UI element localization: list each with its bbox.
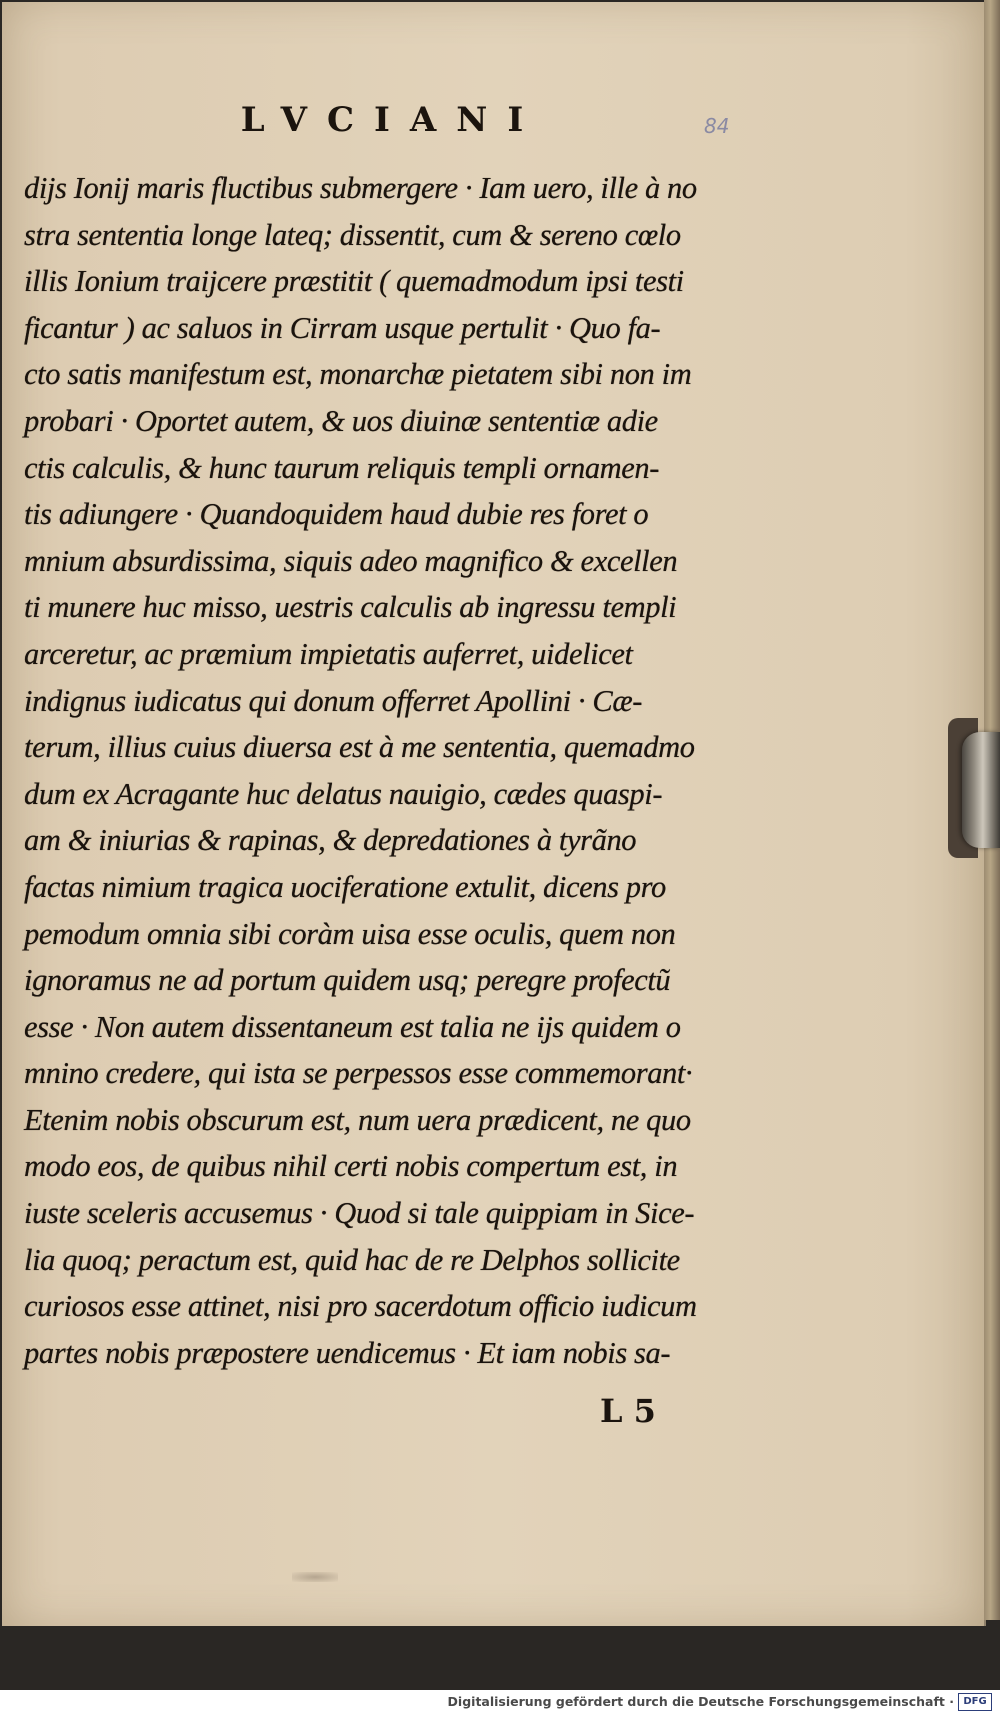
body-text bbox=[24, 165, 764, 1376]
running-head: LVCIANI bbox=[240, 100, 544, 140]
footer-bar bbox=[0, 1690, 1000, 1714]
dfg-logo-icon: DFG bbox=[958, 1693, 992, 1711]
text-line: probari · Oportet autem, & uos diuinæ sententiæ adie bbox=[24, 403, 658, 438]
text-line: arceretur, ac præmium impietatis auferret, uidelicet bbox=[24, 636, 633, 671]
text-line: mnino credere, qui ista se perpessos esse commemorant· bbox=[24, 1056, 693, 1091]
text-line: ti munere huc misso, uestris calculis ab ingressu templi bbox=[24, 590, 677, 625]
book-clasp bbox=[962, 732, 1000, 848]
text-line: dijs Ionij maris fluctibus submergere · Iam uero, ille à no bbox=[24, 171, 697, 205]
text-line: dum ex Acragante huc delatus nauigio, cædes quaspi- bbox=[24, 776, 663, 811]
text-line: illis Ionium traijcere præstitit ( quemadmodum ipsi testi bbox=[24, 264, 684, 299]
text-line: tis adiungere · Quandoquidem haud dubie res foret o bbox=[24, 497, 649, 532]
text-line: factas nimium tragica uociferatione extulit, dicens pro bbox=[24, 869, 666, 904]
text-line: iuste sceleris accusemus · Quod si tale quippiam in Sice- bbox=[24, 1196, 695, 1231]
text-line: esse · Non autem dissentaneum est talia ne ijs quidem o bbox=[24, 1009, 681, 1044]
text-line: cto satis manifestum est, monarchæ pietatem sibi non im bbox=[24, 357, 692, 392]
text-line: pemodum omnia sibi coràm uisa esse oculis, quem non bbox=[24, 916, 676, 951]
text-line: partes nobis præpostere uendicemus · Et iam nobis sa- bbox=[24, 1335, 671, 1370]
text-line: ficantur ) ac saluos in Cirram usque pertulit · Quo fa- bbox=[24, 310, 661, 345]
text-line: lia quoq; peractum est, quid hac de re Delphos sollicite bbox=[24, 1242, 680, 1277]
text-line: am & iniurias & rapinas, & depredationes à tyrãno bbox=[24, 823, 637, 858]
text-line: modo eos, de quibus nihil certi nobis compertum est, in bbox=[24, 1149, 678, 1184]
folio-annotation: 84 bbox=[704, 114, 730, 138]
paper-stain bbox=[292, 1572, 338, 1582]
text-line: mnium absurdissima, siquis adeo magnifico & excellen bbox=[24, 543, 678, 578]
signature-mark: L 5 bbox=[600, 1392, 656, 1430]
text-line: terum, illius cuius diuersa est à me sententia, quemadmo bbox=[24, 730, 695, 765]
text-line: stra sententia longe lateq; dissentit, cum & sereno cœlo bbox=[24, 217, 681, 252]
text-line: ctis calculis, & hunc taurum reliquis templi ornamen- bbox=[24, 450, 660, 485]
text-line: curiosos esse attinet, nisi pro sacerdotum officio iudicum bbox=[24, 1289, 697, 1324]
text-line: indignus iudicatus qui donum offerret Apollini · Cæ- bbox=[24, 683, 643, 718]
text-line: Etenim nobis obscurum est, num uera prædicent, ne quo bbox=[24, 1102, 691, 1137]
book-page bbox=[2, 2, 986, 1626]
funding-credit: Digitalisierung gefördert durch die Deutsche Forschungsgemeinschaft · bbox=[447, 1694, 954, 1709]
text-line: ignoramus ne ad portum quidem usq; peregre profectũ bbox=[24, 963, 671, 998]
